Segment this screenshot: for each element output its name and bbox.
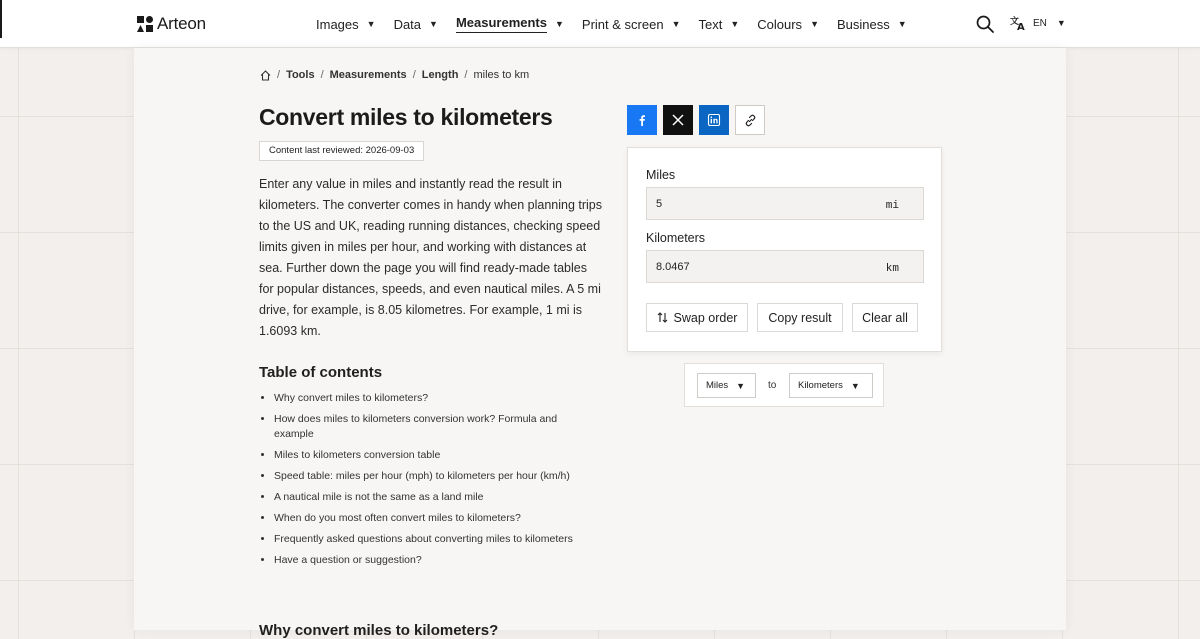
- nav-label: Data: [393, 16, 422, 32]
- breadcrumb-length[interactable]: Length: [421, 69, 459, 81]
- nav-item-measurements[interactable]: [456, 0, 564, 48]
- linkedin-icon: [708, 114, 720, 126]
- toc-link[interactable]: A nautical mile is not the same as a land mile: [274, 491, 484, 503]
- arteon-logo-icon: [137, 16, 153, 32]
- breadcrumb-separator: /: [320, 69, 324, 81]
- nav-item-data[interactable]: [394, 0, 438, 48]
- nav-label: Text: [698, 16, 723, 32]
- unit-selector: [684, 363, 884, 407]
- top-navigation-bar: [0, 0, 1200, 48]
- from-unit-select[interactable]: [697, 373, 756, 398]
- breadcrumb-measurements[interactable]: Measurements: [329, 69, 407, 81]
- caret-down-icon: ▼: [736, 380, 746, 391]
- nav-label: Business: [836, 16, 890, 32]
- kilometers-field: [646, 250, 924, 283]
- search-icon: [976, 15, 994, 33]
- nav-label: Images: [316, 16, 359, 32]
- language-code: EN: [1033, 17, 1047, 29]
- caret-down-icon: ▼: [1056, 18, 1066, 28]
- brand-logo[interactable]: [137, 14, 206, 34]
- share-linkedin-button[interactable]: [699, 105, 729, 135]
- copy-result-label: Copy result: [768, 310, 832, 325]
- toc-item: [274, 391, 604, 406]
- breadcrumb-tools[interactable]: Tools: [286, 69, 315, 81]
- window-edge-line: [0, 0, 2, 38]
- miles-field: [646, 187, 924, 220]
- breadcrumb-separator: /: [412, 69, 416, 81]
- miles-unit: mi: [885, 200, 899, 212]
- nav-label: Measurements: [456, 15, 547, 33]
- language-switcher[interactable]: [1010, 15, 1066, 31]
- nav-item-print-screen[interactable]: [582, 0, 681, 48]
- to-label: to: [768, 380, 777, 391]
- caret-down-icon: ▼: [810, 19, 819, 29]
- caret-down-icon: ▼: [850, 380, 860, 391]
- translate-icon: [1010, 15, 1027, 31]
- swap-order-button[interactable]: [646, 303, 748, 332]
- main-nav: [316, 0, 925, 48]
- swap-icon: [657, 312, 668, 323]
- breadcrumb: [260, 69, 529, 81]
- toc-link[interactable]: Miles to kilometers conversion table: [274, 449, 441, 461]
- toc-item: [274, 511, 604, 526]
- toc-link[interactable]: Why convert miles to kilometers?: [274, 392, 429, 404]
- nav-item-business[interactable]: [837, 0, 907, 48]
- svg-text:文: 文: [1010, 17, 1020, 27]
- toc-item: [274, 532, 604, 547]
- x-icon: [672, 114, 684, 126]
- copy-result-button[interactable]: [757, 303, 843, 332]
- share-x-button[interactable]: [663, 105, 693, 135]
- nav-item-colours[interactable]: [757, 0, 819, 48]
- intro-paragraph: Enter any value in miles and instantly read the result in kilometers. The converter comes in handy when planning trips to the US and UK, reading running distances, checking speed limits given in miles per hour, and working with distances at sea. Further down the page you will find ready-made tables for popular distances, speeds, and even nautical miles. A 5 mi drive, for example, is 8.05 kilometres. For example, 1 mi is 1.6093 km.: [259, 177, 602, 338]
- toc-link[interactable]: Have a question or suggestion?: [274, 554, 422, 566]
- kilometers-label: Kilometers: [646, 231, 706, 245]
- from-unit-value: Miles: [706, 380, 729, 391]
- toc-link[interactable]: How does miles to kilometers conversion work? Formula and example: [274, 413, 558, 440]
- nav-label: Print & screen: [581, 16, 664, 32]
- toc-title: Table of contents: [259, 364, 383, 381]
- content-panel: [134, 48, 1066, 639]
- nav-label: Colours: [757, 16, 803, 32]
- clear-all-button[interactable]: [852, 303, 918, 332]
- home-icon[interactable]: [260, 70, 271, 81]
- breadcrumb-current: miles to km: [473, 69, 530, 81]
- caret-down-icon: ▼: [366, 19, 376, 29]
- kilometers-unit: km: [885, 263, 899, 275]
- toc-item: [274, 448, 604, 463]
- nav-item-text[interactable]: [699, 0, 740, 48]
- caret-down-icon: ▼: [429, 19, 438, 29]
- toc-item: [274, 412, 574, 442]
- toc-link[interactable]: Speed table: miles per hour (mph) to kilometers per hour (km/h): [274, 470, 570, 482]
- breadcrumb-separator: /: [277, 69, 281, 81]
- brand-name: Arteon: [157, 14, 206, 33]
- page-title: Convert miles to kilometers: [259, 104, 553, 130]
- toc-item: [274, 469, 604, 484]
- toc-item: [274, 490, 604, 505]
- converter-card: [627, 147, 942, 352]
- caret-down-icon: ▼: [671, 19, 681, 29]
- to-unit-select[interactable]: [789, 373, 873, 398]
- breadcrumb-separator: /: [464, 69, 468, 81]
- nav-item-images[interactable]: [316, 0, 376, 48]
- clear-all-label: Clear all: [862, 310, 908, 325]
- caret-down-icon: ▼: [897, 19, 907, 29]
- share-facebook-button[interactable]: [627, 105, 657, 135]
- section-heading-why-convert: Why convert miles to kilometers?: [259, 622, 499, 639]
- share-buttons: [627, 105, 765, 135]
- miles-label: Miles: [646, 168, 676, 182]
- search-button[interactable]: [976, 15, 994, 33]
- miles-input[interactable]: [647, 188, 867, 219]
- caret-down-icon: ▼: [730, 19, 740, 29]
- to-unit-value: Kilometers: [798, 380, 843, 391]
- link-icon: [744, 114, 757, 127]
- swap-order-label: Swap order: [673, 310, 738, 325]
- kilometers-input[interactable]: [647, 251, 867, 282]
- toc-link[interactable]: When do you most often convert miles to kilometers?: [274, 512, 521, 524]
- reviewed-badge: Content last reviewed: 2026-09-03: [259, 141, 424, 161]
- caret-down-icon: ▼: [555, 19, 564, 29]
- toc-link[interactable]: Frequently asked questions about converting miles to kilometers: [274, 533, 573, 545]
- table-of-contents: [274, 391, 604, 574]
- copy-link-button[interactable]: [735, 105, 765, 135]
- facebook-icon: [636, 114, 648, 126]
- toc-item: [274, 553, 604, 568]
- svg-text:A: A: [1017, 22, 1025, 33]
